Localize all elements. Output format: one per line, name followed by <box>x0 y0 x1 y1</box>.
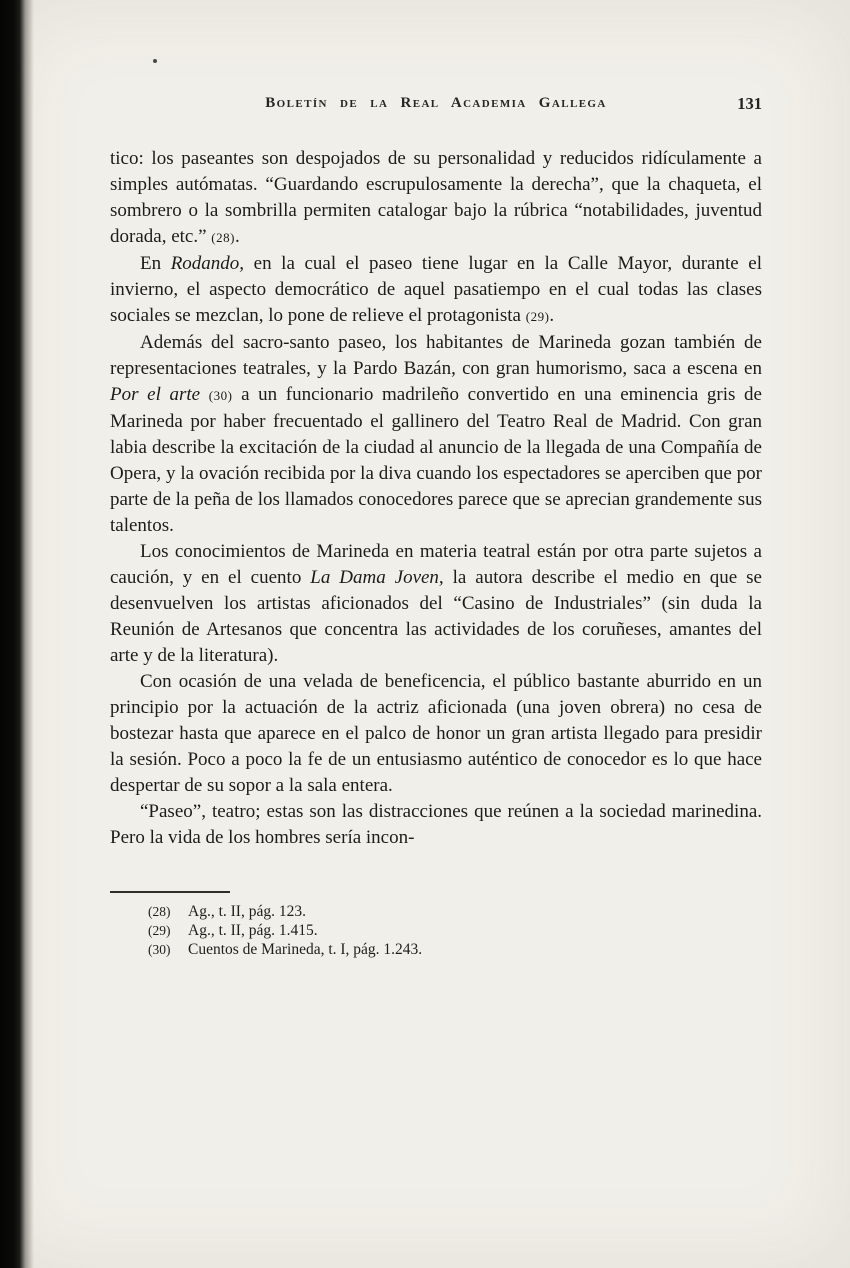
paragraph <box>110 669 762 799</box>
footnote <box>148 921 762 940</box>
text-run: a un funcionario madrileño convertido en una eminencia gris de Marineda por haber frecuentado el gallinero del Teatro Real de Madrid. Con gran labia describe la excitación de la ciudad al anuncio de la llegada de una Compañía de Opera, y la ovación recibida por la diva cuando los espectadores se aperciben que por parte de la peña de los llamados conocedores parece que se aprecian grandemente sus talentos. <box>110 384 762 536</box>
footnote <box>148 940 762 959</box>
text-run: En <box>140 253 171 274</box>
text-run: en la cual el paseo tiene lugar en la Calle Mayor, durante el invierno, el aspecto democrático de aquel pasatiempo en el cual todas las clases sociales se mezclan, lo pone de relieve el protagonista <box>110 253 763 326</box>
footnotes-list <box>148 902 762 959</box>
page-content <box>110 94 762 959</box>
footnote-text: Cuentos de Marineda, t. I, pág. 1.243. <box>188 941 423 958</box>
text-run: Con ocasión de una velada de beneficencia, el público bastante aburrido en un principio por la actuación de la actriz aficionada (una joven obrera) no cesa de bostezar hasta que aparece en el palco de honor un gran artista llegado para presidir la sesión. Poco a poco la fe de un entusiasmo auténtico de conocedor es lo que hace despertar de su sopor a la sala entera. <box>110 671 762 796</box>
paragraph <box>110 330 762 539</box>
italic-title: Por el arte <box>110 384 201 405</box>
footnote-number: (30) <box>148 942 171 957</box>
text-run: Además del sacro-santo paseo, los habitantes de Marineda gozan también de representaciones teatrales, y la Pardo Bazán, con gran humorismo, saca a escena en <box>110 332 762 379</box>
paragraph <box>110 539 762 669</box>
running-header <box>110 94 762 114</box>
footnote <box>148 902 762 921</box>
text-run: Los conocimientos de Marineda en materia teatral están por otra parte sujetos a caución, y en el cuento <box>110 541 762 588</box>
paragraph <box>110 146 762 251</box>
text-run: la autora describe el medio en que se desenvuelven los artistas aficionados del “Casino de Industriales” (sin duda la Reunión de Artesanos que concentra las actividades de los coruñeses, amantes del arte y de la literatura). <box>110 567 762 666</box>
text-run: tico: los paseantes son despojados de su personalidad y reducidos ridículamente a simples autómatas. “Guardando escrupulosamente la derecha”, que la chaqueta, el sombrero o la sombrilla permiten catalogar bajo la rúbrica “notabilidades, juventud dorada, etc.” <box>110 148 762 247</box>
paragraph <box>110 251 762 330</box>
italic-title: Rodando, <box>170 253 245 274</box>
text-run <box>200 384 209 405</box>
text-run: . <box>234 226 240 247</box>
scan-binding-edge <box>0 0 34 1268</box>
text-run: “Paseo”, teatro; estas son las distracciones que reúnen a la sociedad marinedina. Pero la vida de los hombres sería incon- <box>110 801 762 848</box>
text-run: . <box>549 305 555 326</box>
footnotes-section <box>110 891 762 959</box>
italic-title: La Dama Joven, <box>310 567 444 588</box>
scan-speck <box>153 59 157 63</box>
footnote-marker: (28) <box>211 230 235 245</box>
footnote-number: (29) <box>148 923 171 938</box>
body-text <box>110 146 762 851</box>
footnote-text: Ag., t. II, pág. 123. <box>188 903 306 920</box>
page-number: 131 <box>737 94 762 113</box>
footnote-separator <box>110 891 230 893</box>
journal-title: Boletín de la Real Academia Gallega <box>265 95 607 111</box>
footnote-number: (28) <box>148 904 171 919</box>
footnote-marker: (29) <box>525 309 550 324</box>
footnote-marker: (30) <box>208 388 233 403</box>
footnote-text: Ag., t. II, pág. 1.415. <box>188 922 318 939</box>
paragraph <box>110 799 762 851</box>
